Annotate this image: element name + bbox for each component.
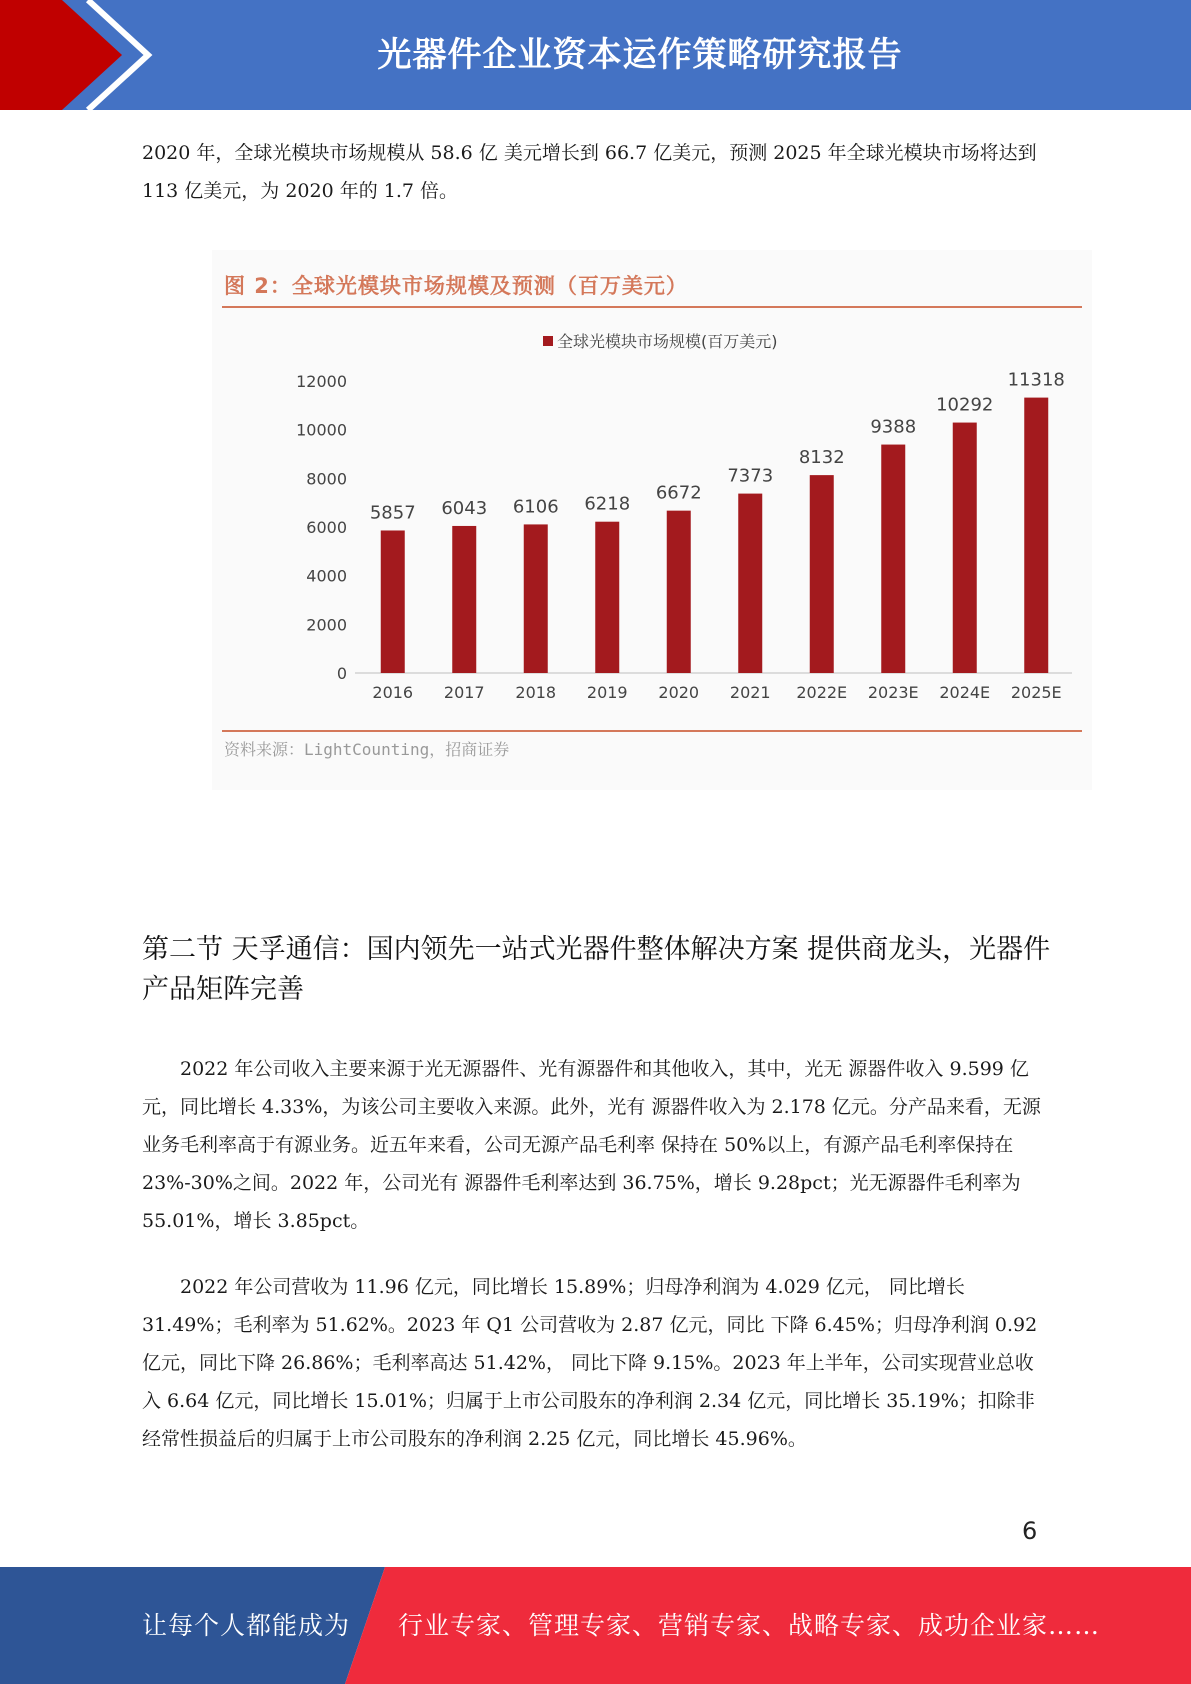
x-tick-label: 2019	[586, 683, 628, 702]
bar-2018	[524, 524, 548, 673]
x-tick-label: 2020	[658, 683, 700, 702]
figure-source: 资料来源：LightCounting，招商证券	[224, 740, 510, 759]
data-label-2024E: 10292	[936, 394, 994, 416]
header-arrow-decoration	[0, 0, 170, 110]
x-tick-label: 2022E	[796, 683, 848, 702]
x-tick-label: 2017	[443, 683, 485, 702]
figure-title: 图 2：全球光模块市场规模及预测（百万美元）	[224, 274, 688, 298]
x-tick-label: 2023E	[867, 683, 919, 702]
bar-2019	[595, 522, 619, 673]
bar-2016	[381, 530, 405, 673]
market-size-bar-chart	[212, 250, 1092, 790]
data-label-2018: 6106	[512, 496, 559, 518]
y-tick-label: 0	[336, 664, 347, 683]
y-tick-label: 2000	[306, 615, 347, 635]
data-label-2016: 5857	[369, 502, 416, 524]
x-tick-label: 2018	[515, 683, 557, 702]
legend-swatch	[543, 336, 553, 346]
paragraph-financials: 2022 年公司营收为 11.96 亿元，同比增长 15.89%；归母净利润为 4.029 亿元， 同比增长 31.49%；毛利率为 51.62%。2023 年 Q1 公司营收为 2.87 亿元，同比 下降 6.45%；归母净利润 0.92 亿元，同比下降 26.86%；毛利率高达 51.42%， 同比下降 9.15%。2023 年上半年，公司实现营业总收入 6.64 亿元，同比增长 15.01%；归属于上市公司股东的净利润 2.34 亿元，同比增长 35.19%；扣除非 经常性损益后的归属于上市公司股东的净利润 2.25 亿元，同比增长 45.96%。	[142, 1276, 1038, 1450]
data-label-2021: 7373	[727, 465, 774, 487]
x-tick-label: 2025E	[1010, 683, 1062, 702]
paragraph-revenue-sources: 2022 年公司收入主要来源于光无源器件、光有源器件和其他收入，其中，光无 源器件收入 9.599 亿元，同比增长 4.33%，为该公司主要收入来源。此外，光有 源器件收入为 2.178 亿元。分产品来看，无源业务毛利率高于有源业务。近五年来看，公司无源产品毛利率 保持在 50%以上，有源产品毛利率保持在 23%-30%之间。2022 年，公司光有 源器件毛利率达到 36.75%，增长 9.28pct；光无源器件毛利率为 55.01%，增长 3.85pct。	[142, 1058, 1041, 1232]
data-label-2017: 6043	[441, 497, 488, 519]
section-title: 第二节 天孚通信：国内领先一站式光器件整体解决方案 提供商龙头，光器件产品矩阵完善	[142, 934, 1051, 1005]
page-footer	[0, 1567, 1191, 1684]
report-title: 光器件企业资本运作策略研究报告	[377, 35, 903, 75]
y-tick-label: 8000	[306, 469, 347, 489]
page-header	[0, 0, 1191, 110]
bar-2021	[738, 494, 762, 673]
x-tick-label: 2016	[372, 683, 414, 702]
figure-2	[212, 250, 1092, 790]
bar-2025E	[1024, 398, 1048, 673]
footer-slogan-right: 行业专家、管理专家、营销专家、战略专家、成功企业家……	[398, 1611, 1101, 1640]
y-tick-label: 6000	[306, 518, 347, 537]
x-tick-label: 2021	[729, 683, 771, 702]
data-label-2023E: 9388	[870, 416, 917, 438]
y-tick-label: 12000	[296, 372, 347, 391]
y-tick-label: 4000	[306, 566, 347, 586]
footer-slogan-left: 让每个人都能成为	[142, 1611, 351, 1640]
data-label-2025E: 11318	[1007, 369, 1065, 391]
data-label-2020: 6672	[655, 482, 702, 504]
data-label-2019: 6218	[584, 493, 631, 515]
intro-paragraph: 2020 年，全球光模块市场规模从 58.6 亿 美元增长到 66.7 亿美元，预测 2025 年全球光模块市场将达到 113 亿美元，为 2020 年的 1.7 倍。	[142, 142, 1037, 202]
legend-label: 全球光模块市场规模(百万美元)	[557, 332, 778, 351]
bar-2020	[667, 511, 691, 673]
bar-2022E	[810, 475, 834, 673]
y-tick-label: 10000	[296, 420, 347, 440]
page-number: 6	[1022, 1517, 1038, 1545]
bar-2023E	[881, 445, 905, 673]
bar-2024E	[953, 423, 977, 673]
x-tick-label: 2024E	[939, 683, 991, 702]
bar-2017	[452, 526, 476, 673]
data-label-2022E: 8132	[798, 447, 845, 469]
